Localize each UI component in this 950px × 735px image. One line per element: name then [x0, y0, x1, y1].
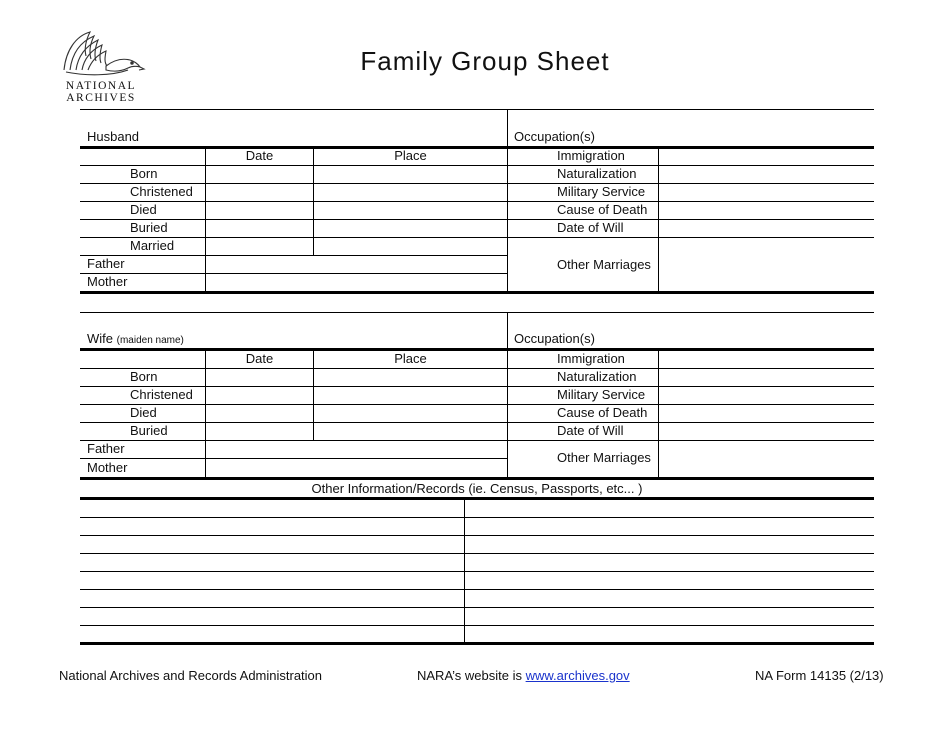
page-title: Family Group Sheet [360, 46, 610, 76]
other-info-row-6-left[interactable] [80, 590, 463, 607]
wife-date-header: Date [245, 351, 274, 366]
footer-website [417, 668, 630, 683]
other-info-row-4-right[interactable] [465, 554, 873, 571]
wife-died-place-field[interactable] [314, 405, 506, 422]
wife-naturalization-label: Naturalization [557, 369, 637, 384]
husband-buried-date-field[interactable] [206, 220, 312, 237]
husband-date-of-will-field[interactable] [659, 220, 873, 237]
husband-died-date-field[interactable] [206, 202, 312, 219]
other-info-row-1-right[interactable] [465, 500, 873, 517]
other-info-row-8-right[interactable] [465, 626, 873, 642]
wife-other-marriages-label: Other Marriages [557, 450, 651, 465]
husband-married-place-field[interactable] [314, 238, 506, 255]
footer-website-prefix: NARA’s website is [417, 668, 526, 683]
wife-military-service-field[interactable] [659, 387, 873, 404]
husband-place-header: Place [394, 148, 427, 163]
husband-military-service-field[interactable] [659, 184, 873, 201]
wife-immigration-label: Immigration [557, 351, 625, 366]
wife-cause-of-death-label: Cause of Death [557, 405, 648, 420]
husband-occupation-field[interactable] [600, 111, 872, 145]
footer-agency: National Archives and Records Administration [59, 668, 323, 683]
other-info-row-7-left[interactable] [80, 608, 463, 625]
other-info-row-3-left[interactable] [80, 536, 463, 553]
husband-occupation-label: Occupation(s) [514, 129, 595, 144]
wife-immigration-field[interactable] [659, 351, 873, 368]
wife-cause-of-death-field[interactable] [659, 405, 873, 422]
other-info-row-3-right[interactable] [465, 536, 873, 553]
husband-other-marriages-field[interactable] [659, 238, 873, 291]
wife-event-buried: Buried [130, 423, 168, 438]
husband-born-place-field[interactable] [314, 166, 506, 183]
wife-military-service-label: Military Service [557, 387, 646, 402]
other-info-row-1-left[interactable] [80, 500, 463, 517]
husband-event-christened: Christened [130, 184, 193, 199]
husband-label: Husband [87, 129, 140, 144]
footer-form-number: NA Form 14135 (2/13) [755, 668, 884, 683]
husband-mother-field[interactable] [206, 274, 506, 291]
wife-buried-place-field[interactable] [314, 423, 506, 440]
husband-name-field[interactable] [150, 111, 505, 145]
husband-date-of-will-label: Date of Will [557, 220, 624, 235]
husband-other-marriages-label: Other Marriages [557, 257, 651, 272]
wife-heading: Wife [87, 331, 113, 346]
husband-naturalization-label: Naturalization [557, 166, 637, 181]
husband-father-label: Father [87, 256, 125, 271]
other-info-row-2-right[interactable] [465, 518, 873, 535]
wife-christened-place-field[interactable] [314, 387, 506, 404]
husband-mother-label: Mother [87, 274, 128, 289]
other-information-heading: Other Information/Records (ie. Census, Passports, etc... ) [311, 481, 643, 496]
eagle-icon [56, 26, 146, 80]
husband-married-date-field[interactable] [206, 238, 312, 255]
logo-line-national: NATIONAL [65, 80, 137, 92]
wife-date-of-will-label: Date of Will [557, 423, 624, 438]
national-archives-logo [56, 26, 146, 106]
husband-naturalization-field[interactable] [659, 166, 873, 183]
wife-date-of-will-field[interactable] [659, 423, 873, 440]
archives-website-link[interactable]: www.archives.gov [525, 668, 630, 683]
wife-naturalization-field[interactable] [659, 369, 873, 386]
wife-father-field[interactable] [206, 441, 506, 458]
wife-died-date-field[interactable] [206, 405, 312, 422]
wife-name-field[interactable] [200, 314, 505, 347]
husband-christened-date-field[interactable] [206, 184, 312, 201]
husband-event-buried: Buried [130, 220, 168, 235]
husband-born-date-field[interactable] [206, 166, 312, 183]
other-info-row-2-left[interactable] [80, 518, 463, 535]
wife-event-died: Died [130, 405, 157, 420]
wife-occupation-label: Occupation(s) [514, 331, 595, 346]
husband-immigration-field[interactable] [659, 149, 873, 165]
other-info-row-7-right[interactable] [465, 608, 873, 625]
wife-born-place-field[interactable] [314, 369, 506, 386]
other-info-row-5-left[interactable] [80, 572, 463, 589]
husband-buried-place-field[interactable] [314, 220, 506, 237]
other-info-row-5-right[interactable] [465, 572, 873, 589]
husband-died-place-field[interactable] [314, 202, 506, 219]
logo-line-archives: ARCHIVES [66, 92, 136, 104]
wife-father-label: Father [87, 441, 125, 456]
husband-immigration-label: Immigration [557, 148, 625, 163]
wife-label [87, 331, 184, 349]
wife-mother-field[interactable] [206, 459, 506, 477]
wife-born-date-field[interactable] [206, 369, 312, 386]
husband-date-header: Date [245, 148, 274, 163]
wife-christened-date-field[interactable] [206, 387, 312, 404]
husband-cause-of-death-field[interactable] [659, 202, 873, 219]
wife-mother-label: Mother [87, 460, 128, 475]
other-info-row-4-left[interactable] [80, 554, 463, 571]
wife-occupation-field[interactable] [600, 314, 872, 347]
husband-event-born: Born [130, 166, 158, 181]
wife-other-marriages-field[interactable] [659, 441, 873, 477]
husband-father-field[interactable] [206, 256, 506, 273]
husband-christened-place-field[interactable] [314, 184, 506, 201]
husband-military-service-label: Military Service [557, 184, 646, 199]
wife-buried-date-field[interactable] [206, 423, 312, 440]
wife-event-born: Born [130, 369, 158, 384]
husband-cause-of-death-label: Cause of Death [557, 202, 648, 217]
other-info-row-8-left[interactable] [80, 626, 463, 642]
husband-event-died: Died [130, 202, 157, 217]
other-info-row-6-right[interactable] [465, 590, 873, 607]
wife-event-christened: Christened [130, 387, 193, 402]
husband-event-married: Married [130, 238, 175, 253]
wife-place-header: Place [394, 351, 427, 366]
wife-maiden-name-note: (maiden name) [116, 335, 184, 346]
